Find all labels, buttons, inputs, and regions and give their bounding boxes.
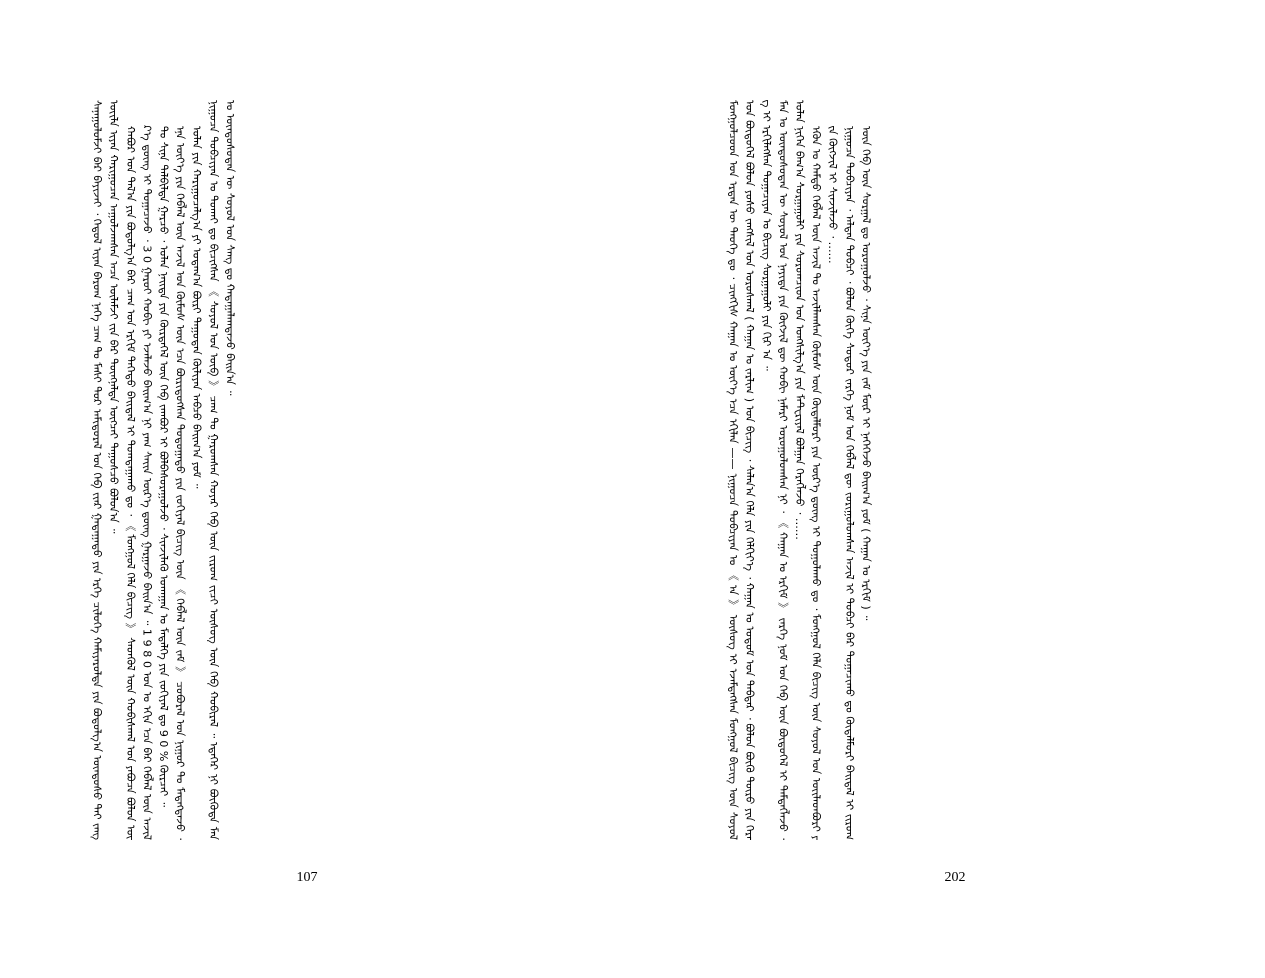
- left-paragraph-1: ᠰᠠᠨᠠᠭᠤᠯᠤᠮᠵᠢ ᠪᠠᠷ ᠪᠠᠶᠢᠵᠠᠢ ᠂ ᠬᠡᠳᠦᠯ ᠢᠶᠡᠨ ᠪᠠᠷᠤᠭ ᠨᠡᠭᠡ ᠴᠠᠭ ᠲᠤ ᠮᠠᠰᠢ ᠳᠤᠷ ᠠᠮᠢᠳᠤᠷᠠᠯ ᠤᠨ ᠬᠡᠪ ᠵᠢᠡᠷ ᠭᠠᠳᠠᠭᠠᠳᠤ ᠶᠢᠨ ᠡᠷᠬᠡ ᠴᠢᠯᠦᠭᠡ ᠬᠠᠮᠢᠶᠠᠷᠤᠯᠲᠠ ᠶᠢᠨ ᠪᠣᠳᠣᠯᠭ᠎ᠠ ᠦᠨᠳᠦᠰᠦ ᠲᠡᠢ ᠵᠠᠩ ᠦᠢᠯᠡ ᠢᠶᠡᠨ ᠬᠠᠷᠢᠭᠤᠴᠠᠨ ᠠᠭᠤᠯᠵᠠᠭᠰᠠᠨ ᠠᠴᠠ ᠦᠯᠡᠮᠵᠢ ᠵᠢᠨ ᠪᠡᠷ ᠳᠦᠩᠨᠡᠯᠲᠡ ᠥᠭᠴᠡᠢ ᠳᠠᠭᠤᠰᠴᠤ ᠪᠣᠯᠤᠨ᠎ᠠ ᠃: [90, 100, 121, 840]
- right-paragraph-2: ᠮᠠᠨ ᠤ ᠦᠨᠳᠦᠰᠦᠲᠡᠨ ᠦ ᠰᠣᠶᠣᠯ ᠤᠨ ᠨᠡᠶᠢᠲᠡ ᠶᠢᠨ ᠬᠥᠭᠵᠢᠯ ᠳᠦ ᠬᠤᠪᠢ ᠨᠡᠮᠡᠷᠢ ᠣᠷᠣᠭᠤᠯᠤᠭᠰᠠᠨ ᠨᠢ ᠂ 《 ᠬᠠᠭᠠᠨ ᠤ ᠡᠷᠬᠢᠮ 》 ᠵᠡᠷᠭᠡ ᠨᠣᠮ ᠤᠨ ᠬᠡᠪ ᠦᠨ ᠪᠦᠲᠦᠭᠡᠯ ᠢ ᠲᠡᠮᠳᠡᠭᠯᠡᠵᠦ ᠂ ᠣᠯᠠᠨ ᠨᠢᠭᠡᠨ ᠪᠠᠭ᠎ᠠ ᠰᠤᠷᠭᠠᠭᠤᠯᠢ ᠶᠢᠨ ᠰᠤᠷᠤᠭᠴᠢᠳ ᠤᠨ ᠤᠩᠰᠢᠯᠭ᠎ᠠ ᠶᠢᠨ ᠮᠠᠲ᠋ᠧᠷᠢᠶᠠᠯ ᠪᠣᠯᠭᠠᠨ ᠬᠡᠷᠡᠭᠯᠡᠵᠦ ᠂ ……: [776, 100, 806, 840]
- right-page: [632, 0, 1265, 978]
- left-page-text-block: [88, 100, 520, 840]
- right-page-mongolian-text: [724, 100, 1164, 840]
- right-paragraph-4: ᠨᠢᠭᠤᠴᠠ ᠲᠣᠪᠴᠢᠶᠠᠨ ᠂ ᠠᠯᠲᠠᠨ ᠲᠣᠪᠴᠢ ᠂ ᠪᠣᠯᠤᠨ ᠬᠥᠬᠡ ᠰᠣᠳᠤᠷ ᠵᠡᠷᠭᠡ ᠨᠣᠮ ᠤᠨ ᠬᠡᠪᠯᠡᠯ ᠳᠦ ᠵᠣᠷᠢᠭᠤᠯᠤᠭᠰᠠᠨ ᠠᠵᠢᠯ ᠢ ᠲᠣᠪᠴᠢ ᠪᠡᠷ ᠲᠣᠭᠠᠴᠢᠬᠤ ᠳᠤ ᠬᠥᠳᠡᠯᠮᠦᠷᠢ ᠪᠠᠢᠳᠠᠯ ᠢ ᠵᠢᠷᠤᠭ ᠦᠨ ᠬᠡᠪ ᠦᠨ ᠰᠤᠷᠭᠠᠯ ᠳᠤ ᠣᠷᠣᠭᠤᠯᠵᠤ ᠂ ᠰᠢᠨᠡ ᠦᠶ᠎ᠡ ᠶᠢᠨ ᠵᠠᠮ ᠮᠥᠷ ᠢ ᠨᠡᠭᠡᠭᠡᠵᠦ ᠪᠠᠢᠭ᠎ᠠ ᠶᠤᠮ ( ᠬᠠᠭᠠᠨ ᠤ ᠡᠷᠬᠢᠮ ) ᠃: [842, 126, 873, 840]
- right-paragraph-3: ᠡᠭᠦᠨ ᠤ ᠬᠠᠮᠲᠤ ᠬᠡᠪᠯᠡᠯ ᠦᠨ ᠠᠵᠢᠯ ᠲᠤ ᠠᠵᠢᠯᠯᠠᠭᠰᠠᠨ ᠬᠦᠮᠦᠰ ᠦᠨ ᠬᠥᠳᠡᠯᠮᠦᠷᠢ ᠶᠢᠨ ᠦᠷ᠎ᠡ ᠳ᠋ᠦᠩ ᠢ ᠲᠣᠭᠣᠯᠠᠬᠤ ᠳᠤ ᠂ ᠮᠣᠩᠭᠣᠯ ᠬᠡᠯᠡ ᠪᠢᠴᠢᠭ ᠦᠨ ᠰᠣᠶᠣᠯ ᠤᠨ ᠦᠢᠯᠡᠳᠪᠦᠷᠢ ᠶᠢᠨ ᠬᠥᠭᠵᠢᠯ ᠢ ᠰᠢᠨᠵᠢᠯᠡᠵᠦ ᠂ ……: [809, 126, 840, 840]
- left-page-mongolian-text: [88, 100, 520, 840]
- left-page: [0, 0, 632, 978]
- left-paragraph-2: ᠬᠠᠪᠤᠷ ᠤᠨ ᠲᠠᠯ᠎ᠠ ᠶᠢᠨ ᠪᠣᠳᠣᠯᠭ᠎ᠠ ᠪᠡᠷ ᠴᠠᠭ ᠤᠨ ᠡᠷᠬᠢᠮ ᠳᠡᠭᠡᠳᠦ ᠪᠠᠢᠳᠠᠯ ᠢ ᠲᠣᠭᠲᠠᠭᠠᠬᠤ ᠳᠤ ᠂ 《 ᠮᠣᠩᠭᠣᠯ ᠬᠡᠯᠡ ᠪᠢᠴᠢᠭ 》 ᠰᠡᠳᠬᠦᠯ ᠦᠨ ᠬᠤᠪᠢᠰᠬᠠᠯ ᠤᠨ ᠶᠠᠪᠤᠴᠠ ᠪᠣᠯᠤᠨ ᠦᠷ᠎ᠡ ᠳ᠋ᠦᠩ ᠢ ᠲᠣᠭᠠᠴᠠᠵᠤ ᠂ 3 0 ᠭᠠᠷᠤᠢ ᠬᠤᠪᠢ ᠶᠢ ᠡᠵᠡᠯᠡᠵᠦ ᠪᠠᠢᠭ᠎ᠠ ᠨᠢ ᠶᠠᠭ ᠰᠠᠶ᠋ᠢᠨ ᠦᠷ᠎ᠡ ᠳ᠋ᠦᠩ ᠭᠠᠷᠭᠠᠵᠤ ᠪᠠᠢᠨ᠎ᠠ ᠃ 1 9 8 0 ᠣᠨ ᠤ ᠡᠬᠢᠨ ᠡᠴᠡ ᠪᠡᠷ ᠬᠡᠪᠯᠡᠯ ᠦᠨ ᠠᠵᠢᠯ ᠲᠤ ᠰᠢᠨᠡ ᠲᠠᠯᠪᠢᠯᠲᠠ ᠭᠠᠷᠴᠤ ᠂ ᠣᠯᠠᠨ ᠨᠡᠢᠲᠡ ᠶᠢᠨ ᠬᠦᠷᠲᠡᠭᠡᠯ ᠦᠨ ᠬᠡᠪ ᠵᠠᠭᠪᠤᠷ ᠢ ᠪᠣᠯᠪᠠᠰᠤᠷᠠᠭᠤᠯᠵᠤ ᠂ ᠰᠢᠨᠵᠢᠯᠡᠬᠦ ᠤᠬᠠᠭᠠᠨ ᠤ ᠮᠡᠳᠡᠯᠭᠡ ᠶᠢᠨ ᠵᠣᠬᠢᠶᠠᠯ ᠳᠤ 9 0 % ᠬᠦᠷᠴᠡᠢ ᠃: [123, 126, 170, 840]
- right-page-number: 202: [944, 870, 966, 885]
- right-page-text-block: [724, 100, 1164, 840]
- left-paragraph-3: ᠡᠨᠡ ᠦᠶ᠎ᠡ ᠶᠢᠨ ᠬᠡᠪᠯᠡᠯ ᠦᠨ ᠠᠵᠢᠯ ᠤᠨ ᠬᠦᠮᠦᠰ ᠦᠨ ᠡᠴᠡ ᠪᠦᠷᠢᠳᠦᠭᠰᠡᠨ ᠳᠣᠲᠣᠭᠠᠳᠤ ᠶᠢᠨ ᠵᠣᠬᠢᠶᠠᠯ ᠪᠢᠴᠢᠭ ᠦᠨ 《 ᠬᠡᠪᠯᠡᠯ ᠦᠨ ᠵᠠᠮ 》 ᠴᠣᠪᠣᠷᠠᠯ ᠤᠨ ᠨᠢᠭᠤᠷ ᠲᠤ ᠮᠡᠳᠡᠭᠳᠡᠵᠦ ᠂ ᠣᠯᠠᠨ ᠶᠢᠨ ᠬᠠᠷᠢᠭᠤᠴᠠᠯᠭ᠎ᠠ ᠶᠢ ᠤᠳᠠᠭ᠎ᠠ ᠪᠦᠷᠢ ᠳᠠᠭᠤᠳᠠᠨ ᠬᠦᠯᠢᠶᠡᠨ ᠠᠪᠴᠤ ᠪᠠᠢᠭ᠎ᠠ ᠶᠤᠮ ᠃: [173, 126, 204, 840]
- right-paragraph-1: ᠮᠣᠩᠭᠣᠯᠴᠤᠳ ᠤᠨ ᠡᠷᠲᠡᠨ ᠦ ᠲᠡᠦᠬᠡ ᠳᠤ ᠂ ᠴᠢᠩᠭᠢᠰ ᠬᠠᠭᠠᠨ ᠤ ᠦᠶ᠎ᠡ ᠡᠴᠡ ᠡᠬᠢᠯᠡᠨ —— ᠨᠢᠭᠤᠴᠠ ᠲᠣᠪᠴᠢᠶᠠᠨ ᠤ 《 ᠠ 》 ᠦᠰᠦᠭ ᠢ ᠡᠵᠡᠮᠳᠡᠭᠰᠡᠨ ᠮᠣᠩᠭᠣᠯ ᠪᠢᠴᠢᠭ ᠦᠨ ᠰᠣᠶᠣᠯ ᠤᠨ ᠪᠦᠲᠦᠭᠡᠯ ᠪᠣᠯᠤᠨ ᠶᠣᠰᠤ ᠵᠠᠩᠰᠢᠯ ᠤᠨ ᠤᠷᠤᠰᠬᠠᠯ ( ᠬᠠᠭᠠᠨ ᠤ ᠵᠠᠷᠯᠢᠭ ) ᠤᠨ ᠪᠢᠴᠢᠭ ᠂ ᠰᠠᠯᠠᠨ᠎ᠠ ᠬᠡᠯᠡ ᠶᠢᠨ ᠬᠡᠯᠬᠢᠶ᠎ᠡ ᠂ ᠬᠠᠭᠠᠨ ᠤ ᠤᠳᠤᠮ ᠤᠨ ᠳᠡᠪᠲᠡᠷ ᠂ ᠪᠣᠯᠤᠨ ᠪᠦᠬᠦ ᠲᠥᠷᠦ ᠶᠢᠨ ᠬᠡᠷᠡᠭ ᠢ ᠡᠷᠬᠢᠯᠡᠭᠰᠡᠨ ᠲᠣᠭᠠᠴᠢᠶᠠᠨ ᠤ ᠪᠢᠴᠢᠭ ᠰᠤᠷᠭᠠᠭᠤᠯᠢ ᠶᠢᠨ ᠬᠢᠷ ᠠ ᠃: [726, 100, 773, 840]
- left-paragraph-4: ᠨᠢᠭᠤᠴᠠ ᠲᠣᠪᠴᠢᠶᠠᠨ ᠤ ᠲᠤᠬᠠᠢ ᠳᠤ ᠪᠢᠴᠢᠭᠰᠡᠨ 《 ᠰᠣᠶᠣᠯ ᠤᠨ ᠥᠪ 》 ᠴᠠᠭ ᠲᠤ ᠭᠠᠷᠤᠭᠰᠠᠨ ᠬᠣᠶᠠᠷ ᠬᠡᠪ ᠦᠨ ᠵᠢᠷᠤᠭ ᠵᠢᠴᠢ ᠦᠰᠦᠭ ᠦᠨ ᠬᠡᠪ ᠬᠤᠪᠢᠷᠠᠯ ᠃ ᠡᠳᠡᠭᠡᠷ ᠨᠢ ᠪᠦᠭᠦᠳᠡ ᠮᠠᠨ ᠤ ᠦᠨᠳᠦᠰᠦᠲᠡᠨ ᠦ ᠰᠣᠶᠣᠯ ᠤᠨ ᠰᠠᠩ ᠳᠤ ᠬᠠᠳᠠᠭᠠᠯᠠᠭᠳᠠᠵᠤ ᠪᠠᠢᠨ᠎ᠠ ᠃: [206, 100, 237, 840]
- left-page-number: 107: [296, 870, 318, 885]
